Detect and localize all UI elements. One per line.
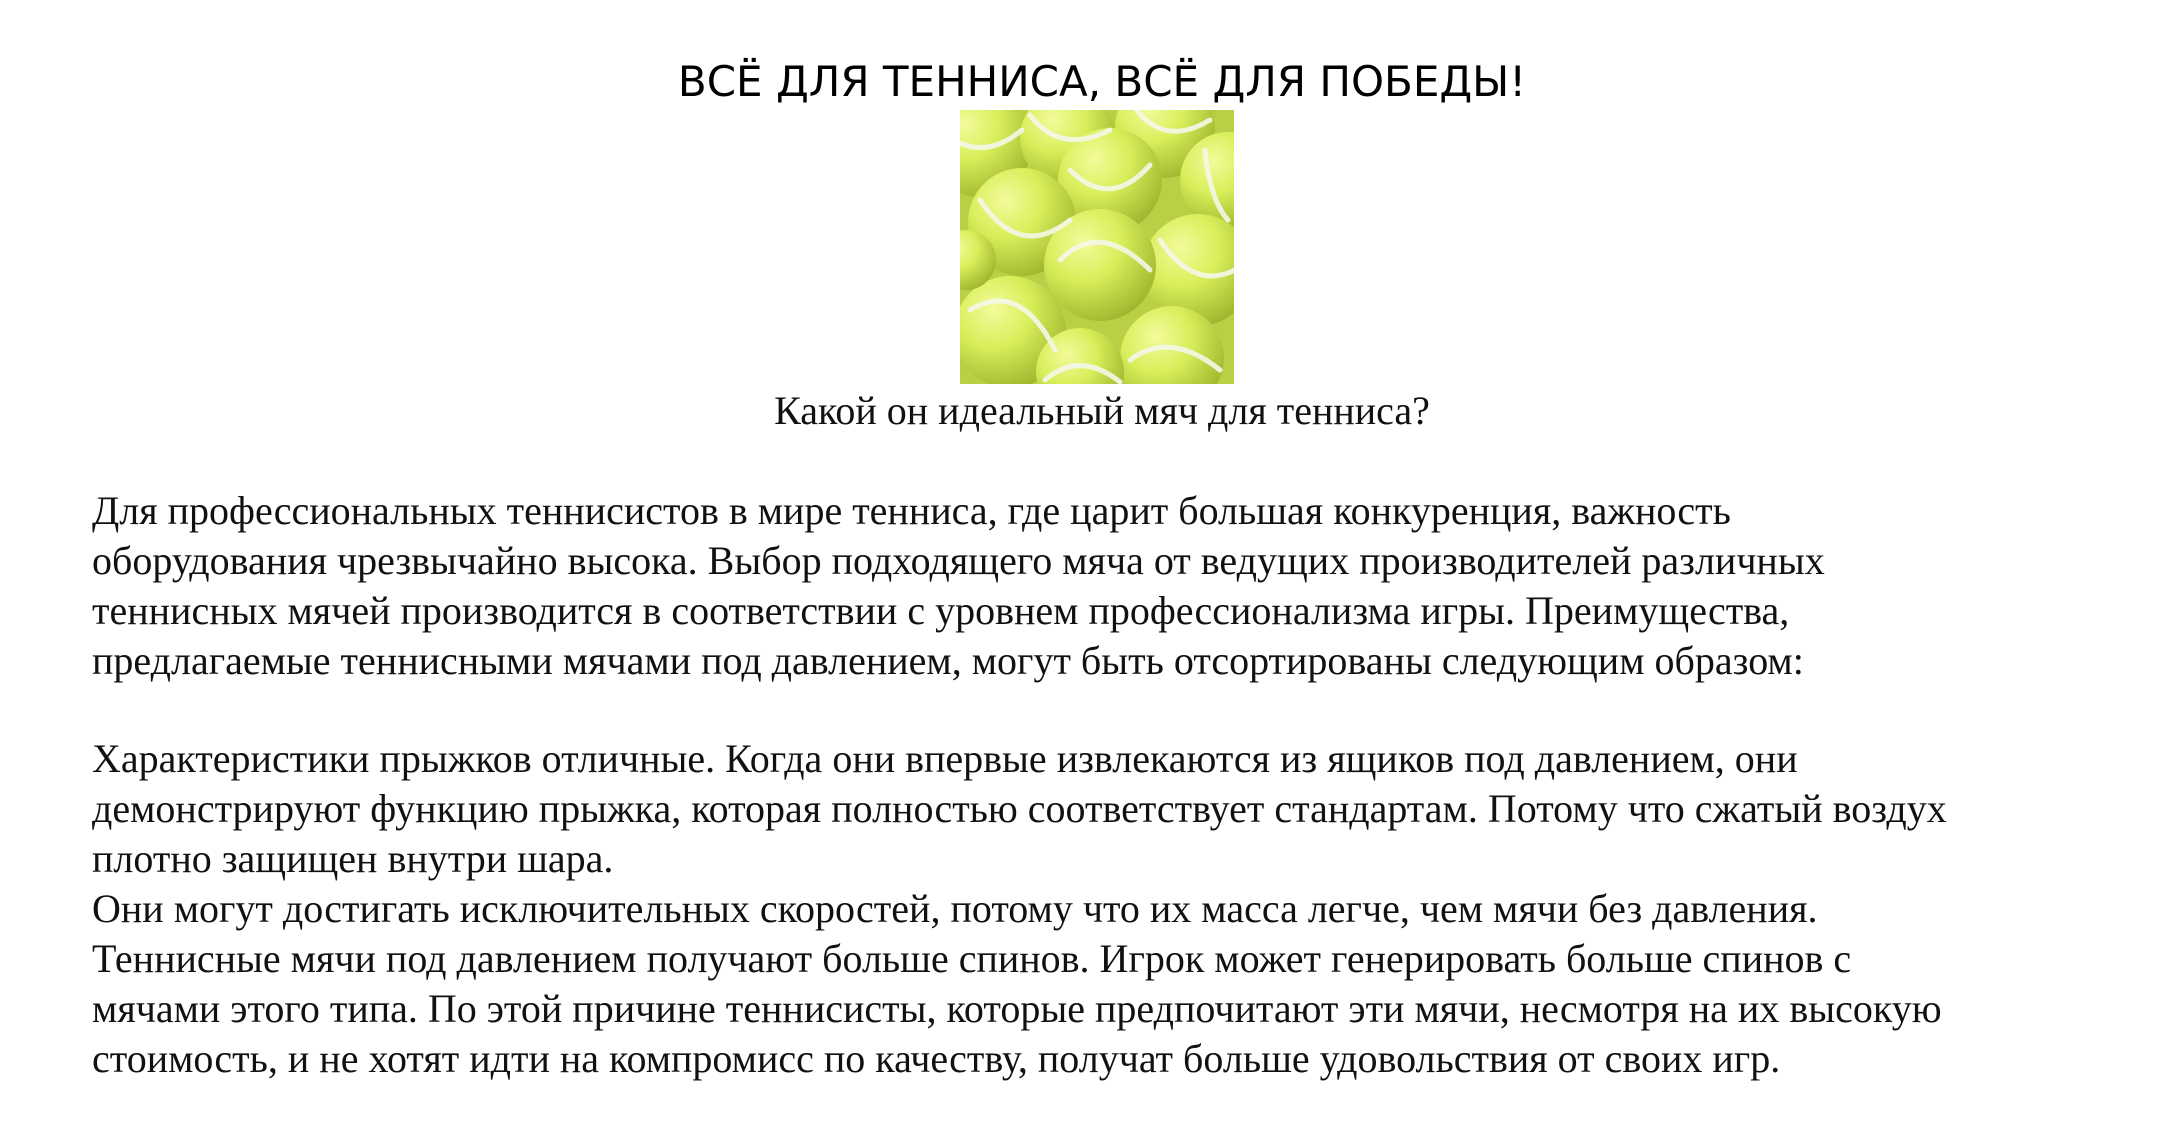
page-title: ВСЁ ДЛЯ ТЕННИСА, ВСЁ ДЛЯ ПОБЕДЫ! xyxy=(677,57,1527,106)
text-line: стоимость, и не хотят идти на компромисс по качеству, получат больше удовольствия от своих игр. xyxy=(92,1036,1781,1081)
text-line: теннисных мячей производится в соответствии с уровнем профессионализма игры. Преимущества, xyxy=(92,588,1790,633)
tennis-balls-image xyxy=(960,110,1234,384)
paragraph-advantages xyxy=(92,734,2152,1084)
text-line: плотно защищен внутри шара. xyxy=(92,836,614,881)
text-line: Характеристики прыжков отличные. Когда они впервые извлекаются из ящиков под давлением, они xyxy=(92,736,1798,781)
text-line: мячами этого типа. По этой причине теннисисты, которые предпочитают эти мячи, несмотря на их высокую xyxy=(92,986,1942,1031)
image-caption: Какой он идеальный мяч для тенниса? xyxy=(774,388,1430,433)
text-line: Теннисные мячи под давлением получают больше спинов. Игрок может генерировать больше спинов с xyxy=(92,936,1852,981)
paragraph-intro xyxy=(92,486,2152,686)
text-line: оборудования чрезвычайно высока. Выбор подходящего мяча от ведущих производителей различных xyxy=(92,538,1825,583)
text-line: Они могут достигать исключительных скоростей, потому что их масса легче, чем мячи без давления. xyxy=(92,886,1818,931)
text-line: Для профессиональных теннисистов в мире тенниса, где царит большая конкуренция, важность xyxy=(92,488,1731,533)
text-line: предлагаемые теннисными мячами под давлением, могут быть отсортированы следующим образом: xyxy=(92,638,1804,683)
text-line: демонстрируют функцию прыжка, которая полностью соответствует стандартам. Потому что сжатый воздух xyxy=(92,786,1947,831)
